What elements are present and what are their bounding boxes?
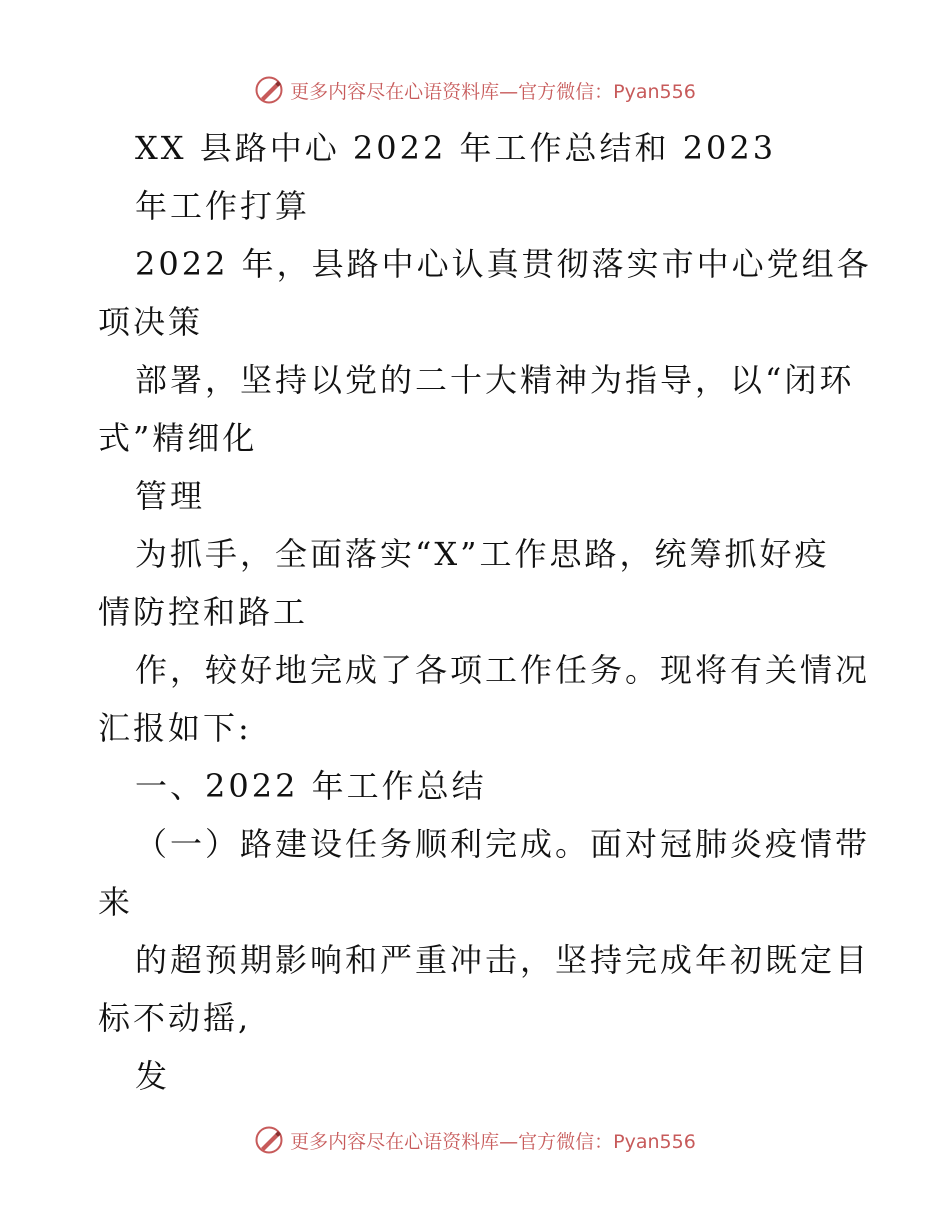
header-watermark-text: 更多内容尽在心语资料库—官方微信：Pyan556 (290, 80, 696, 103)
section-heading: 一、2022 年工作总结 (135, 767, 487, 805)
body-line: 标不动摇, (98, 999, 252, 1037)
body-line: 为抓手，全面落实“X”工作思路，统筹抓好疫 (135, 535, 830, 573)
doc-title-line-1: XX 县路中心 2022 年工作总结和 2023 (135, 129, 777, 167)
body-line: 汇报如下: (98, 709, 252, 747)
body-line: 部署，坚持以党的二十大精神为指导，以“闭环 (135, 361, 855, 399)
header-watermark-banner (0, 72, 950, 108)
pen-logo-icon (254, 75, 284, 105)
body-line: 发 (135, 1057, 171, 1095)
body-line: 来 (98, 883, 134, 921)
footer-watermark-text: 更多内容尽在心语资料库—官方微信：Pyan556 (290, 1130, 696, 1153)
pen-logo-icon (254, 1125, 284, 1155)
body-line: 管理 (135, 477, 206, 515)
body-line: 作，较好地完成了各项工作任务。现将有关情况 (135, 651, 871, 689)
body-line: 2022 年，县路中心认真贯彻落实市中心党组各 (135, 245, 872, 283)
body-line: 项决策 (98, 303, 204, 341)
body-line: 式”精细化 (98, 419, 258, 457)
body-line: 情防控和路工 (98, 593, 309, 631)
subsection-line: （一）路建设任务顺利完成。面对冠肺炎疫情带 (135, 825, 871, 863)
footer-watermark-banner (0, 1122, 950, 1158)
body-line: 的超预期影响和严重冲击，坚持完成年初既定目 (135, 941, 871, 979)
doc-title-line-2: 年工作打算 (135, 187, 311, 225)
